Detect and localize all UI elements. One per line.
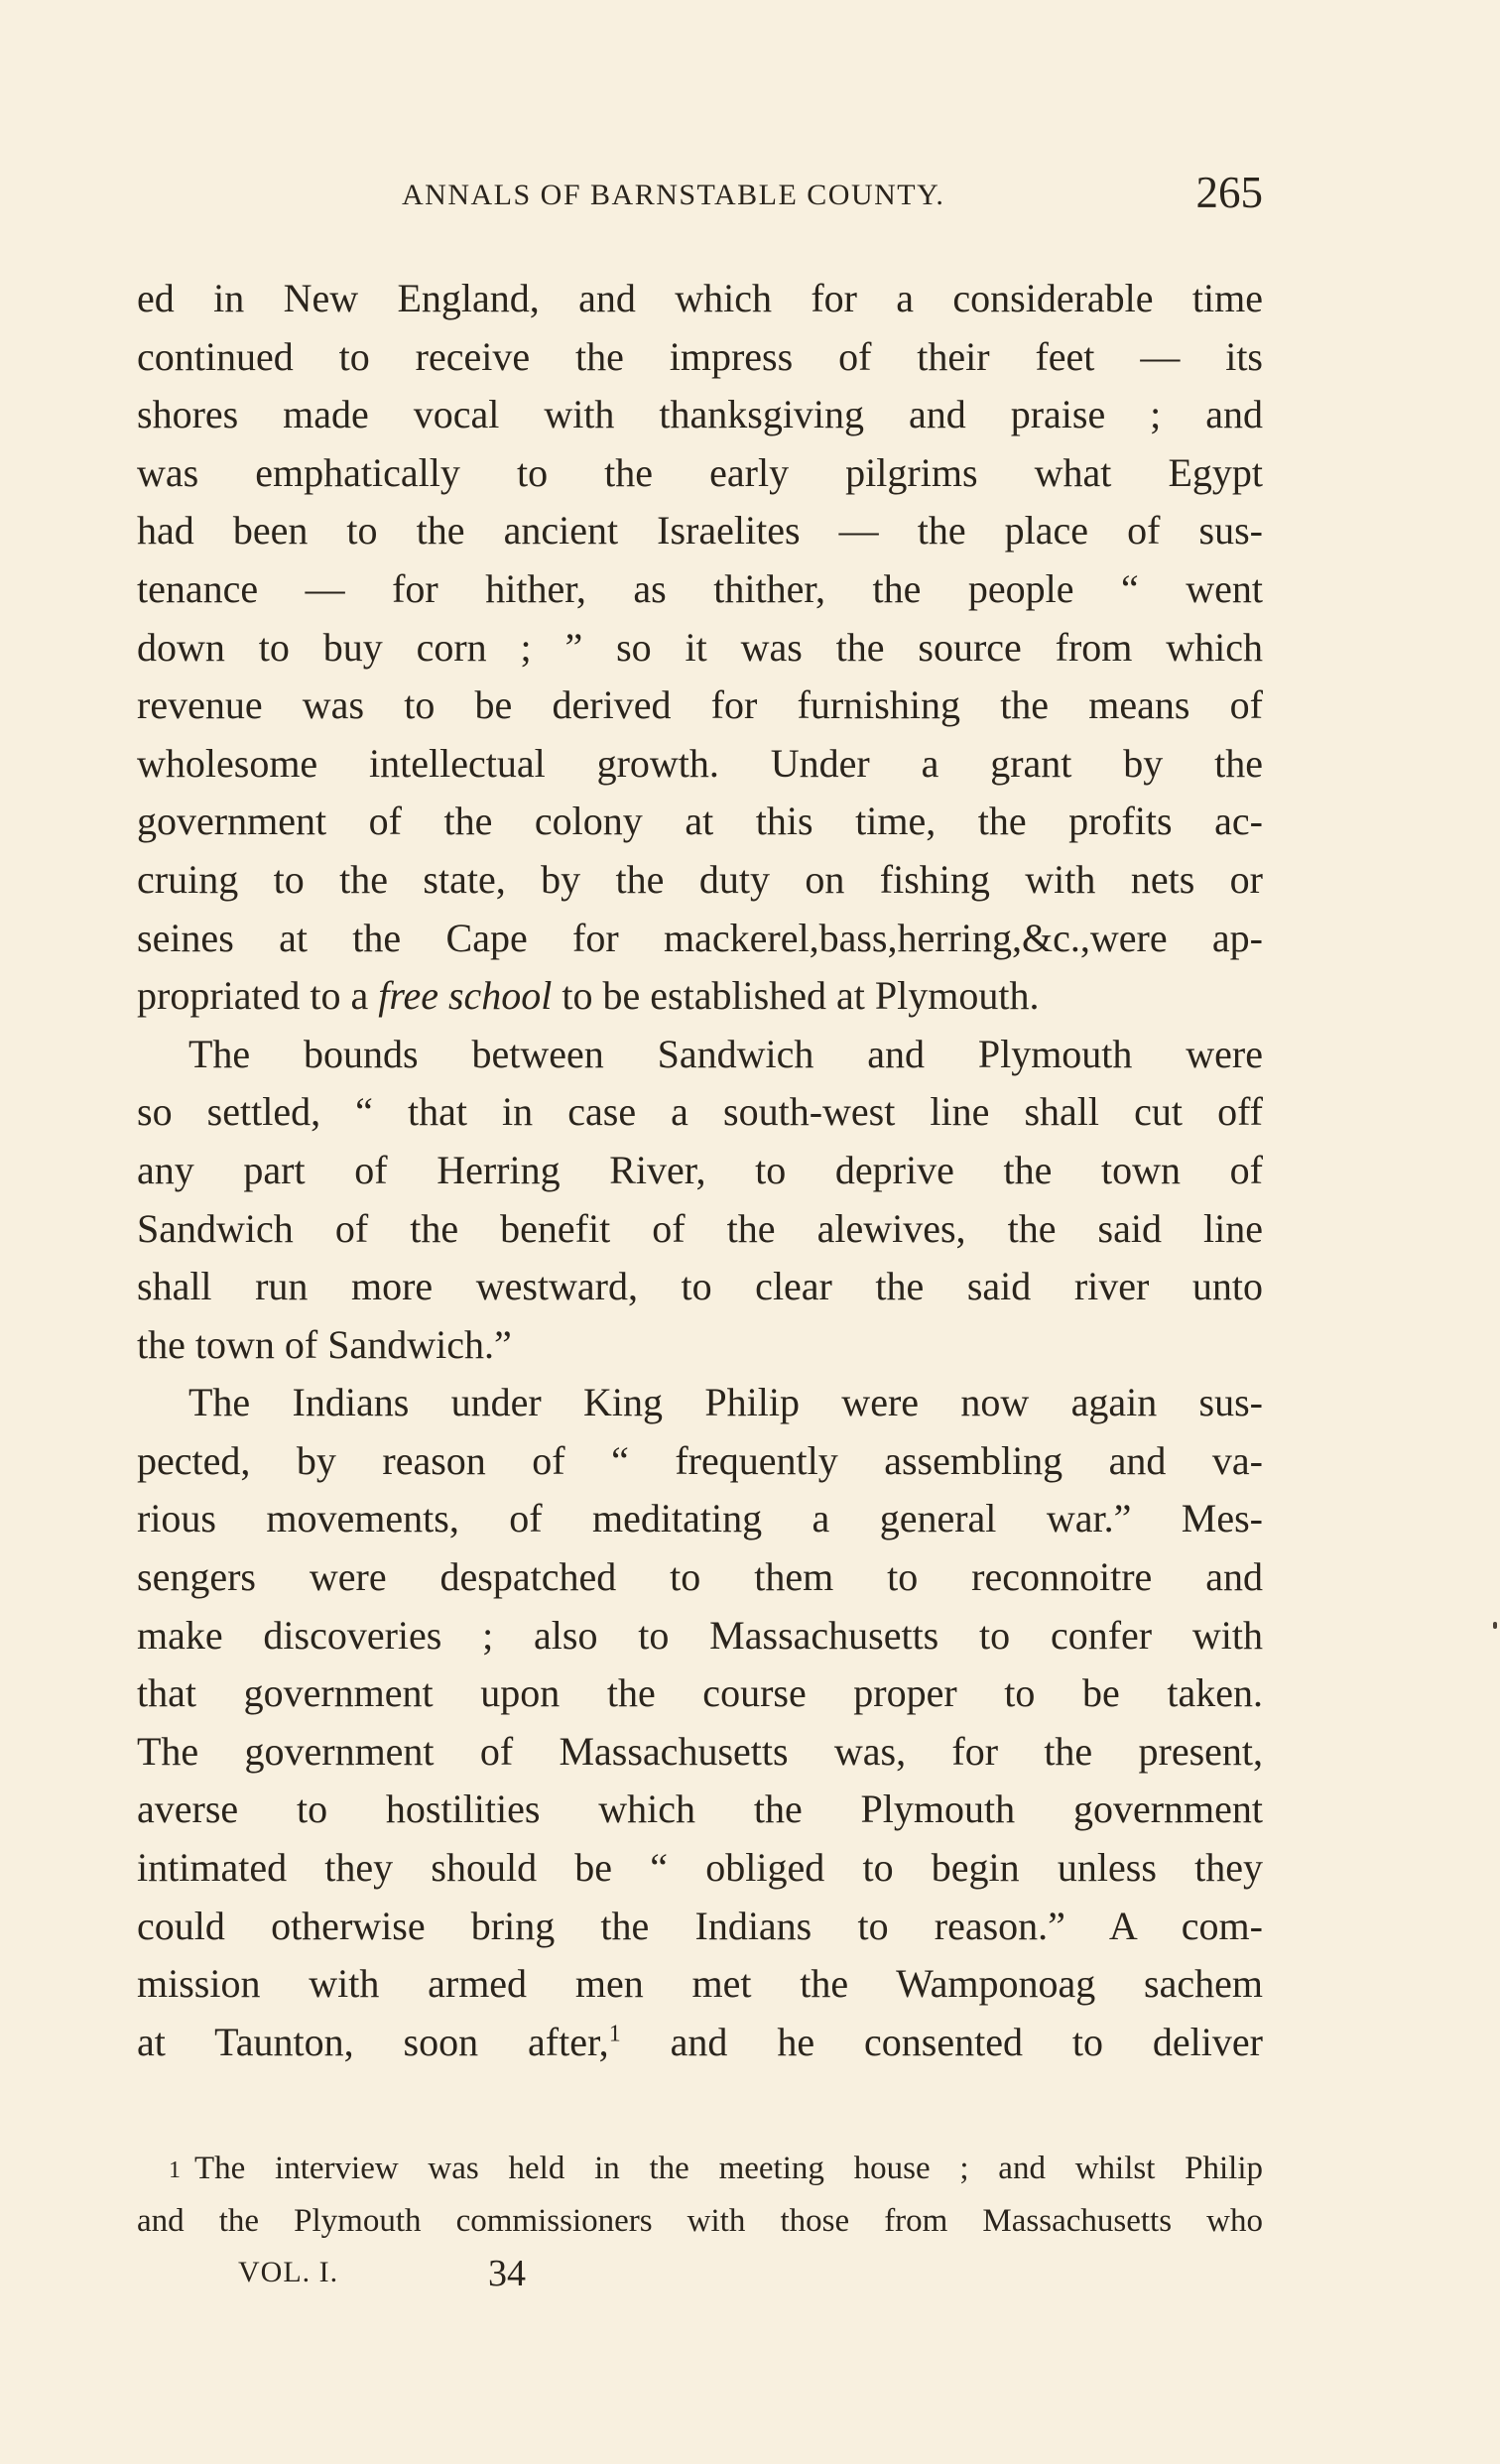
text-line bbox=[137, 2014, 1263, 2072]
text-segment: any part of Herring River, to deprive the town of bbox=[137, 1147, 1263, 1192]
text-segment: The government of Massachusetts was, for the present, bbox=[137, 1728, 1263, 1774]
text-segment: The bounds between Sandwich and Plymouth were bbox=[188, 1031, 1263, 1076]
text-line bbox=[137, 1200, 1263, 1259]
text-line bbox=[137, 1374, 1263, 1432]
footnote-line bbox=[137, 2195, 1263, 2248]
text-segment: continued to receive the impress of their feet — its bbox=[137, 333, 1263, 379]
text-segment: sengers were despatched to them to reconnoitre and bbox=[137, 1554, 1263, 1600]
text-segment: government of the colony at this time, the profits ac- bbox=[137, 799, 1263, 844]
paper-speck bbox=[1493, 1622, 1497, 1629]
running-head: ANNALS OF BARNSTABLE COUNTY. bbox=[402, 179, 945, 211]
text-line bbox=[137, 386, 1263, 444]
text-segment: The Indians under King Philip were now again sus- bbox=[188, 1380, 1263, 1425]
text-segment: propriated to a bbox=[137, 973, 379, 1019]
text-segment: and he consented to deliver bbox=[620, 2019, 1263, 2064]
text-line bbox=[137, 328, 1263, 387]
text-segment: wholesome intellectual growth. Under a grant by the bbox=[137, 740, 1263, 786]
text-line bbox=[137, 1142, 1263, 1200]
text-line bbox=[137, 1026, 1263, 1084]
text-segment: seines at the Cape for mackerel,bass,herring,&c.,were ap- bbox=[137, 915, 1263, 960]
text-line bbox=[137, 677, 1263, 735]
text-line bbox=[137, 1490, 1263, 1548]
text-line bbox=[137, 1781, 1263, 1839]
text-line bbox=[137, 735, 1263, 794]
text-segment: pected, by reason of “ frequently assembling and va- bbox=[137, 1437, 1263, 1483]
text-segment: shores made vocal with thanksgiving and praise ; and bbox=[137, 392, 1263, 437]
text-segment: at Taunton, soon after, bbox=[137, 2019, 609, 2064]
footnote-marker: 1 bbox=[608, 2021, 621, 2047]
text-line bbox=[137, 967, 1263, 1026]
text-segment: revenue was to be derived for furnishing the means of bbox=[137, 682, 1263, 728]
text-segment: down to buy corn ; ” so it was the source from which bbox=[137, 624, 1263, 670]
text-segment: so settled, “ that in case a south-west line shall cut off bbox=[137, 1089, 1263, 1135]
footnotes bbox=[137, 2143, 1263, 2248]
text-line bbox=[137, 1548, 1263, 1607]
text-segment: was emphatically to the early pilgrims what Egypt bbox=[137, 449, 1263, 495]
text-line bbox=[137, 1083, 1263, 1142]
text-segment: to be established at Plymouth. bbox=[552, 973, 1040, 1019]
text-segment: make discoveries ; also to Massachusetts to confer with bbox=[137, 1612, 1263, 1658]
text-segment: intimated they should be “ obliged to begin unless they bbox=[137, 1845, 1263, 1891]
text-line bbox=[137, 560, 1263, 619]
text-line bbox=[137, 619, 1263, 678]
text-segment: cruing to the state, by the duty on fishing with nets or bbox=[137, 856, 1263, 902]
footnote-line bbox=[137, 2143, 1263, 2195]
volume-label: VOL. I. bbox=[238, 2256, 339, 2288]
text-line bbox=[137, 1432, 1263, 1491]
text-segment: mission with armed men met the Wamponoag sachem bbox=[137, 1961, 1263, 2007]
italic-text: free school bbox=[378, 973, 553, 1019]
text-line bbox=[137, 793, 1263, 851]
text-line bbox=[137, 270, 1263, 328]
text-segment: tenance — for hither, as thither, the people “ went bbox=[137, 565, 1263, 611]
text-segment: that government upon the course proper to be taken. bbox=[137, 1670, 1263, 1716]
text-segment: could otherwise bring the Indians to reason.” A com- bbox=[137, 1903, 1263, 1948]
footnote-text: The interview was held in the meeting house ; and whilst Philip bbox=[194, 2151, 1263, 2186]
text-segment: averse to hostilities which the Plymouth government bbox=[137, 1786, 1263, 1832]
signature-line bbox=[238, 2252, 635, 2301]
text-line bbox=[137, 1316, 1263, 1375]
text-line bbox=[137, 1664, 1263, 1723]
text-segment: shall run more westward, to clear the said river unto bbox=[137, 1264, 1263, 1309]
text-segment: rious movements, of meditating a general war.” Mes- bbox=[137, 1496, 1263, 1541]
footnote-number: 1 bbox=[169, 2157, 181, 2183]
text-segment: the town of Sandwich.” bbox=[137, 1321, 512, 1367]
text-line bbox=[137, 444, 1263, 503]
text-line bbox=[137, 1839, 1263, 1898]
text-line bbox=[137, 1723, 1263, 1782]
text-line bbox=[137, 1898, 1263, 1956]
text-line bbox=[137, 910, 1263, 968]
text-line bbox=[137, 851, 1263, 910]
signature-mark: 34 bbox=[488, 2253, 526, 2294]
page-number: 265 bbox=[1195, 168, 1263, 217]
text-segment: ed in New England, and which for a considerable time bbox=[137, 276, 1263, 320]
page-header bbox=[137, 167, 1263, 226]
text-segment: Sandwich of the benefit of the alewives, the said line bbox=[137, 1205, 1263, 1251]
text-segment: had been to the ancient Israelites — the place of sus- bbox=[137, 508, 1263, 554]
text-line bbox=[137, 1607, 1263, 1665]
text-line bbox=[137, 502, 1263, 560]
text-line bbox=[137, 1955, 1263, 2014]
text-line bbox=[137, 1258, 1263, 1316]
footnote-text: and the Plymouth commissioners with those from Massachusetts who bbox=[137, 2203, 1263, 2239]
body-text bbox=[137, 270, 1263, 2071]
